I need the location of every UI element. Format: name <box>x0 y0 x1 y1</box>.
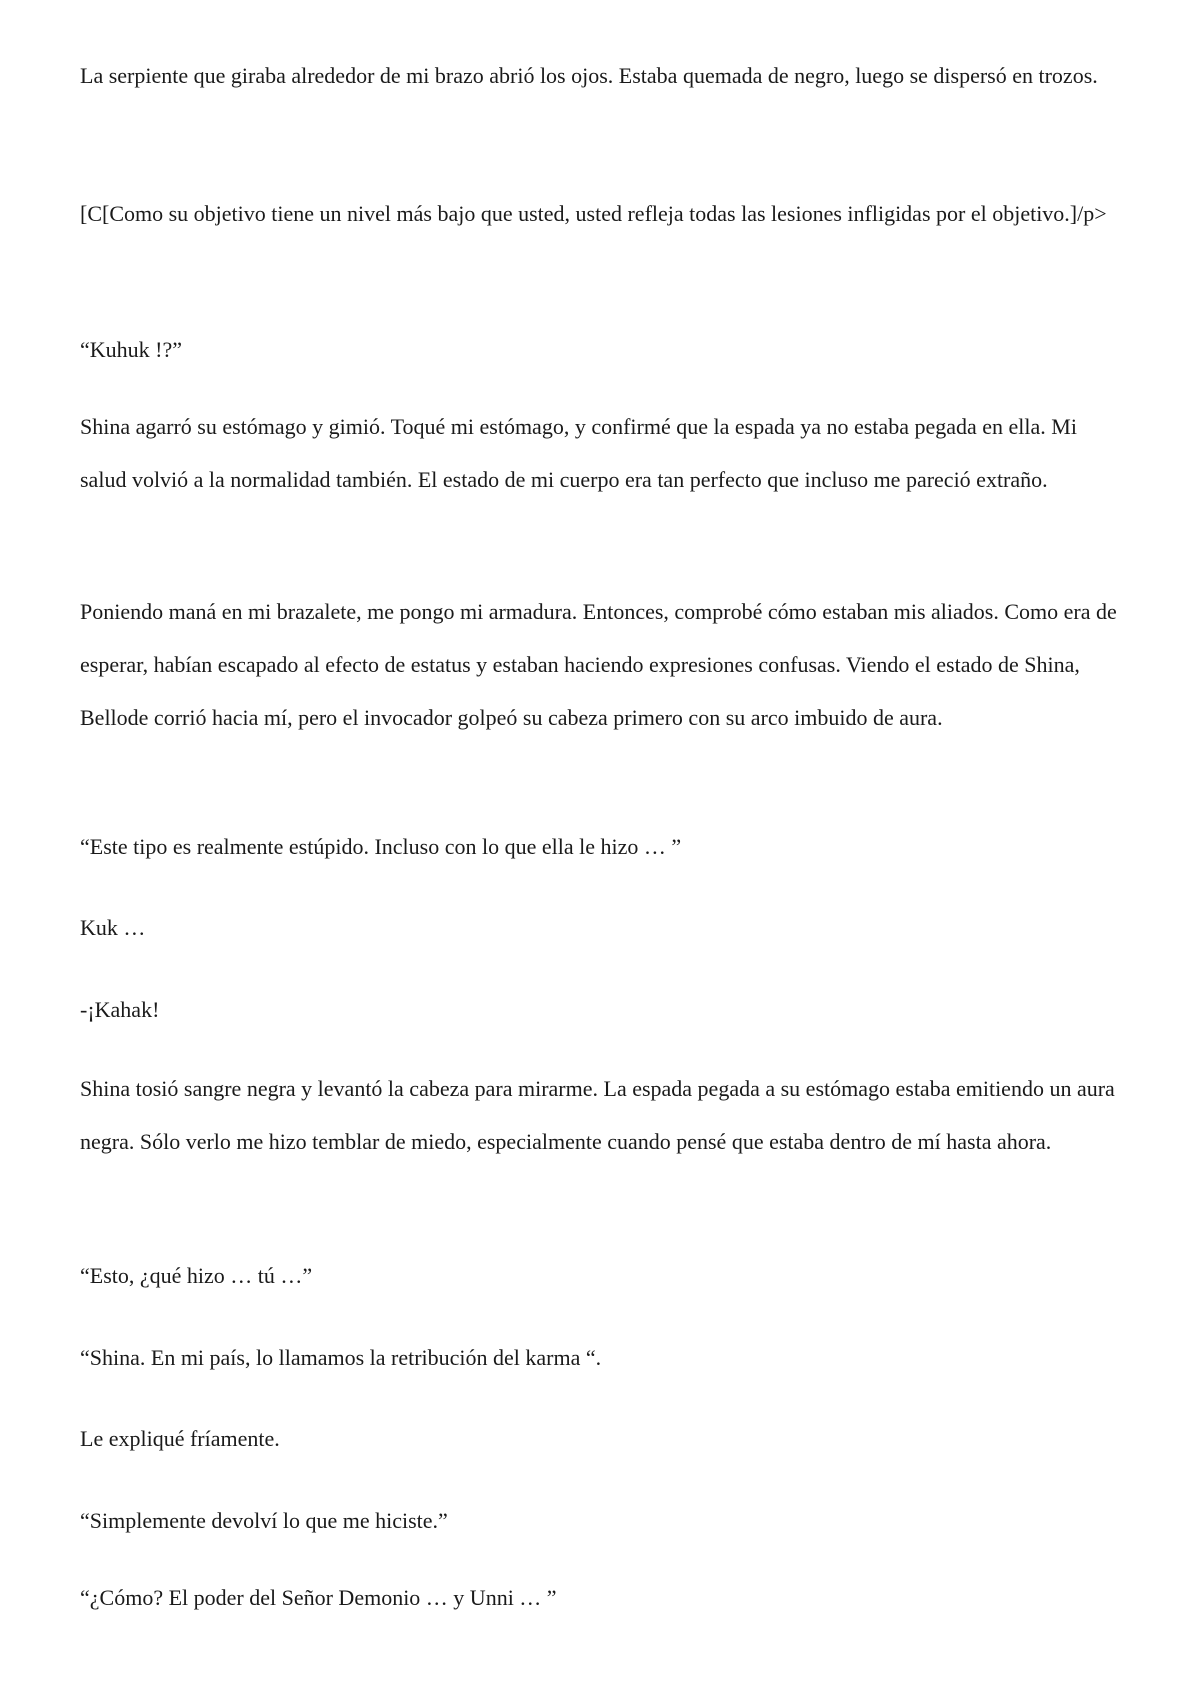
paragraph: Shina agarró su estómago y gimió. Toqué mi estómago, y confirmé que la espada ya no estaba pegada en ella. Mi salud volvió a la normalidad también. El estado de mi cuerpo era tan perfecto que incluso me pareció extraño. <box>80 414 1077 492</box>
paragraph: [C[Como su objetivo tiene un nivel más bajo que usted, usted refleja todas las lesiones infligidas por el objetivo.]/p> <box>80 201 1107 226</box>
paragraph: “Kuhuk !?” <box>80 337 183 362</box>
paragraph: La serpiente que giraba alrededor de mi brazo abrió los ojos. Estaba quemada de negro, luego se dispersó en trozos. <box>80 63 1098 88</box>
paragraph: Shina tosió sangre negra y levantó la cabeza para mirarme. La espada pegada a su estómago estaba emitiendo un aura negra. Sólo verlo me hizo temblar de miedo, especialmente cuando pensé que estaba dentro de mí hasta ahora. <box>80 1076 1115 1154</box>
paragraph: “Este tipo es realmente estúpido. Incluso con lo que ella le hizo … ” <box>80 834 682 859</box>
paragraph: “Simplemente devolví lo que me hiciste.” <box>80 1508 448 1533</box>
paragraph: “Esto, ¿qué hizo … tú …” <box>80 1263 313 1288</box>
paragraph: Le expliqué fríamente. <box>80 1426 280 1451</box>
paragraph: -¡Kahak! <box>80 997 160 1022</box>
paragraph: Kuk … <box>80 915 146 940</box>
paragraph: Poniendo maná en mi brazalete, me pongo mi armadura. Entonces, comprobé cómo estaban mis aliados. Como era de esperar, habían escapado al efecto de estatus y estaban haciendo expresiones confusas. Viendo el estado de Shina, Bellode corrió hacia mí, pero el invocador golpeó su cabeza primero con su arco imbuido de aura. <box>80 599 1117 730</box>
paragraph: “¿Cómo? El poder del Señor Demonio … y Unni … ” <box>80 1585 557 1610</box>
paragraph: “Shina. En mi país, lo llamamos la retribución del karma “. <box>80 1345 602 1370</box>
